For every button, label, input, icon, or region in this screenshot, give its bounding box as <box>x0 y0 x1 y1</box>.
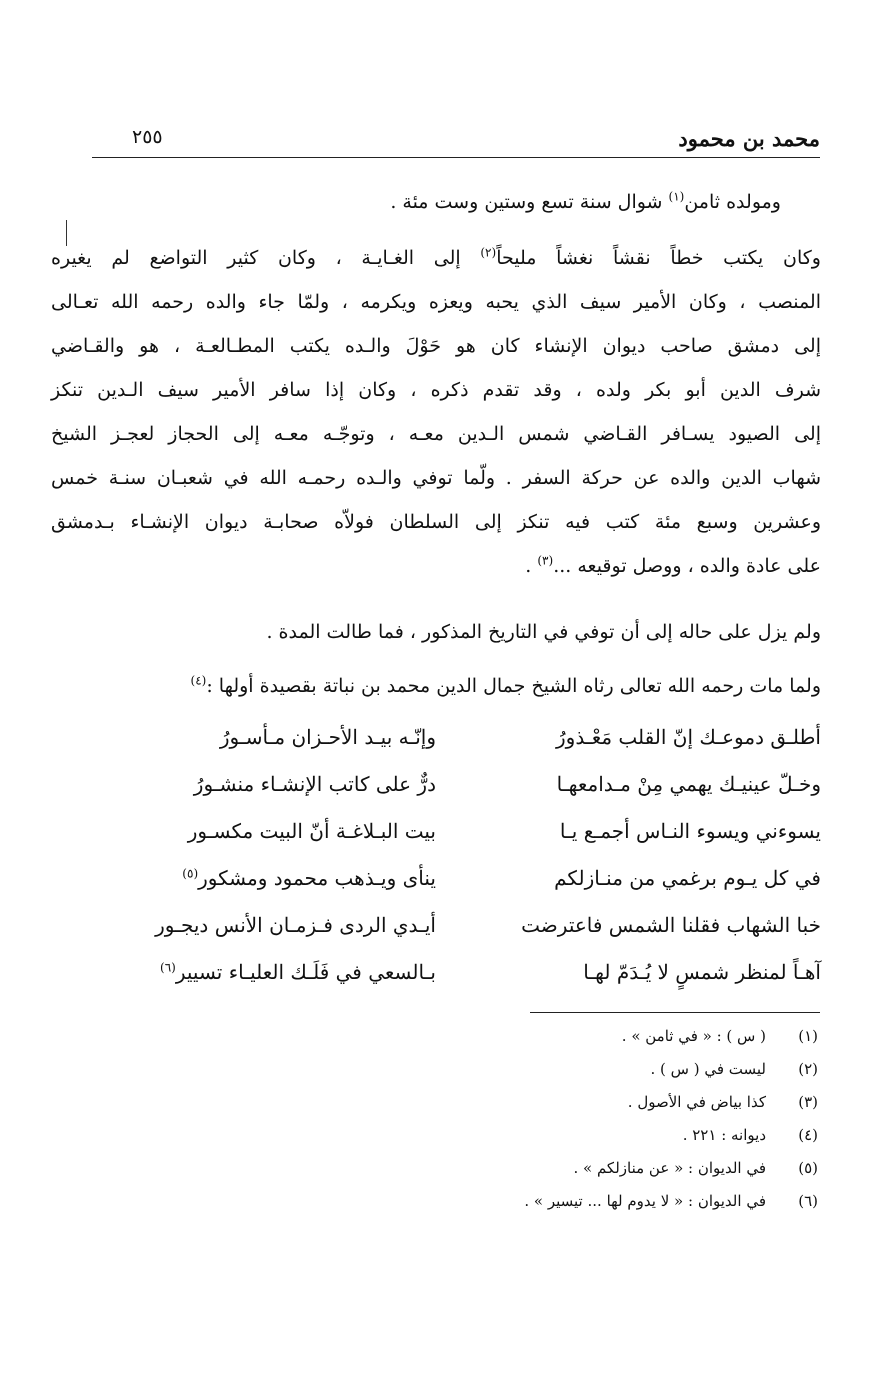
footnote-text: في الديوان : « عن منازلكم » . <box>573 1159 766 1177</box>
footnote-ref: (٥) <box>182 866 199 881</box>
poem-ajz <box>182 866 436 890</box>
footnote-number: (١) <box>798 1027 818 1045</box>
footnotes <box>98 1020 818 1218</box>
text-line <box>51 236 821 280</box>
footnote <box>98 1086 818 1119</box>
footnote-number: (٥) <box>798 1159 818 1177</box>
footnote-text: كذا بياض في الأصول . <box>627 1093 766 1111</box>
paragraph-death: ولم يزل على حاله إلى أن توفي في التاريخ المذكور ، فما طالت المدة . <box>266 621 821 643</box>
paragraph-biography <box>51 236 821 588</box>
paragraph-elegy-intro <box>51 664 821 708</box>
footnote-ref: (٣) <box>537 553 554 568</box>
poem-sadr: خبا الشهاب فقلنا الشمس فاعترضت <box>521 913 821 937</box>
footnote-number: (٢) <box>798 1060 818 1078</box>
footnote-text: في الديوان : « لا يدوم لها ... تيسير » . <box>524 1192 766 1210</box>
footnote-number: (٤) <box>798 1126 818 1144</box>
footnote-text: ليست في ( س ) . <box>650 1060 766 1078</box>
poem-sadr: يسوءني ويسوء النـاس أجمـع يـا <box>559 819 821 843</box>
footnote-ref: (٦) <box>160 960 176 975</box>
footnote-number: (٦) <box>798 1192 818 1210</box>
footnote <box>98 1119 818 1152</box>
poem-ajz: درٌّ على كاتب الإنشـاء منشـورُ <box>193 772 436 796</box>
text-span: على عادة والده ، ووصل توقيعه ... <box>553 555 821 577</box>
poem-ajz: بيت البـلاغـة أنّ البيت مكسـور <box>187 819 436 843</box>
header-title: محمد بن محمود <box>678 126 820 151</box>
text-line: شهاب الدين والده عن حركة السفر . ولّما توفي والـده رحمـه الله في شعبـان سنـة خمس <box>51 467 821 489</box>
footnote-ref: (٤) <box>190 673 207 688</box>
elegy-poem <box>61 725 821 1005</box>
poem-ajz: وإنّـه بيـد الأحـزان مـأسـورُ <box>219 725 436 749</box>
footnote-number: (٣) <box>798 1093 818 1111</box>
text-span: وكان يكتب خطاً نقشاً نغشاً مليحاً <box>496 247 821 269</box>
footnote-ref: (١) <box>668 189 685 204</box>
text-span: . <box>525 555 538 577</box>
text-line: شرف الدين أبو بكر ولده ، وقد تقدم ذكره ، وكان إذا سافر الأمير سيف الـدين تنكز <box>51 379 821 401</box>
text-span: إلى الغـايـة ، وكان كثير التواضع لم يغيره <box>51 247 481 269</box>
poem-ajz: أيـدي الردى فـزمـان الأنس ديجـور <box>155 913 436 937</box>
text-line: وعشرين وسبع مئة كتب فيه تنكز إلى السلطان فولاّه صحابـة ديوان الإنشـاء بـدمشق <box>51 511 821 533</box>
footnote <box>98 1185 818 1218</box>
footnote-text: ( س ) : « في ثامن » . <box>621 1027 766 1045</box>
footnote-rule <box>530 1012 820 1013</box>
footnote <box>98 1152 818 1185</box>
verse-text: ينأى ويـذهب محمود ومشكور <box>198 866 436 890</box>
footnote-ref: (٢) <box>480 245 497 260</box>
footnote <box>98 1020 818 1053</box>
poem-sadr: في كل يـوم برغمي من منـازلكم <box>554 866 821 890</box>
poem-ajz <box>160 960 436 984</box>
footnote-text: ديوانه : ٢٢١ . <box>682 1126 766 1144</box>
text-line: إلى الصيود يسـافر القـاضي شمس الـدين معـه ، وتوجّـه معـه إلى الحجاز لعجـز الشيخ <box>51 423 821 445</box>
footnote <box>98 1053 818 1086</box>
poem-sadr: آهـاً لمنظر شمسٍ لا يُـدَمّ لهـا <box>583 960 821 984</box>
paragraph-birth <box>131 180 781 224</box>
verse-text: بـالسعي في فَلَـك العليـاء تسيير <box>175 960 436 984</box>
text-line: إلى دمشق صاحب ديوان الإنشاء كان هو حَوْلَ والـده يكتب المطـالعـة ، هو والقـاضي <box>51 335 821 357</box>
header-rule <box>92 157 820 158</box>
paragraph-text: ولما مات رحمه الله تعالى رثاه الشيخ جمال الدين محمد بن نباتة بقصيدة أولها : <box>206 675 821 697</box>
poem-sadr: وخـلّ عينيـك يهمي مِنْ مـدامعهـا <box>556 772 821 796</box>
poem-sadr: أطلـق دموعـك إنّ القلب مَعْـذورُ <box>556 725 821 749</box>
paragraph-text: ومولده ثامن <box>684 191 781 213</box>
text-line: المنصب ، وكان الأمير سيف الذي يحبه ويعزه ويكرمه ، ولمّا جاء والده رحمه الله تعـالى <box>51 291 821 313</box>
page-number: ٢٥٥ <box>132 126 163 148</box>
text-line <box>51 544 821 588</box>
running-header <box>92 118 820 158</box>
paragraph-text: شوال سنة تسع وستين وست مئة . <box>390 191 669 213</box>
